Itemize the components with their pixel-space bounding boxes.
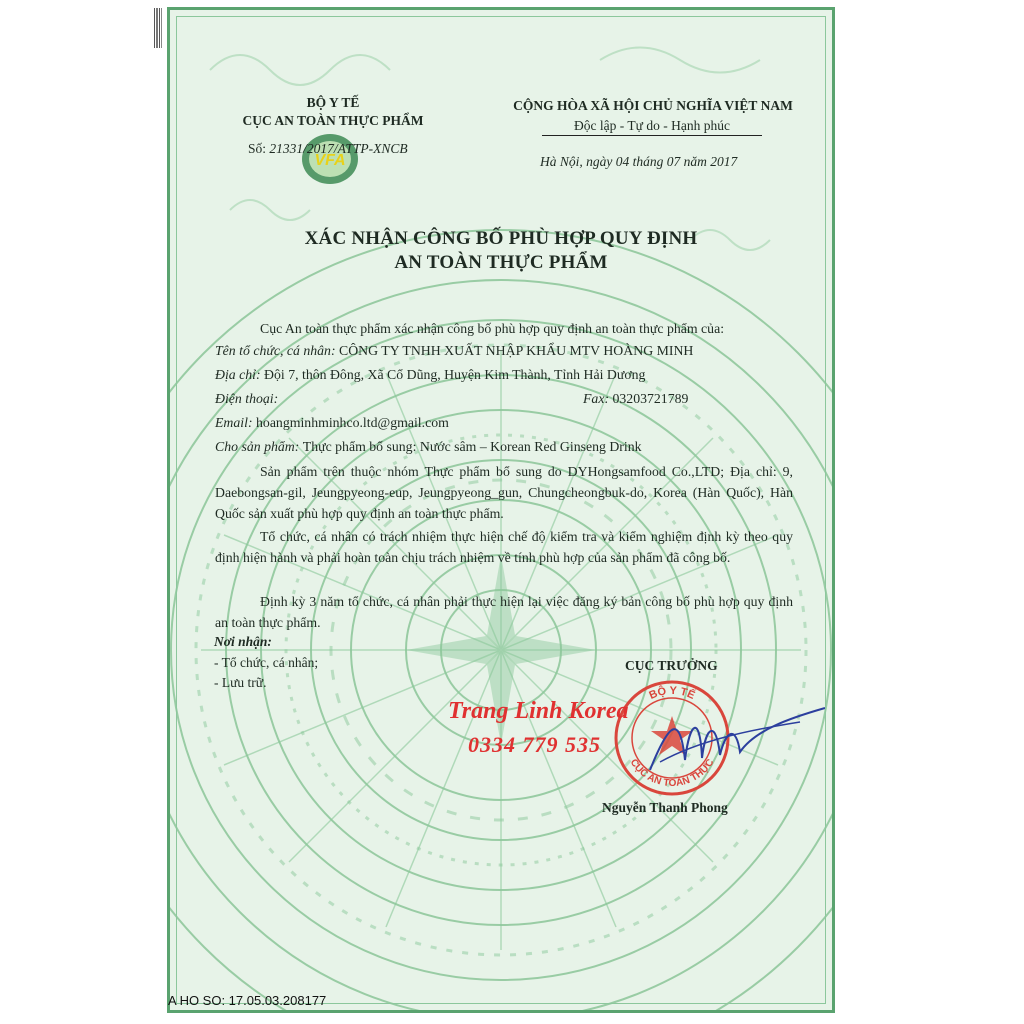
watermark-shop-name: Trang Linh Korea (448, 698, 629, 724)
national-motto: Độc lập - Tự do - Hạnh phúc (542, 118, 762, 136)
org-field: Tên tổ chức, cá nhân: CÔNG TY TNHH XUẤT NHẬP KHẨU MTV HOÀNG MINH (215, 343, 694, 358)
product-value: Thực phẩm bổ sung: Nước sâm – Korean Red Ginseng Drink (302, 439, 642, 454)
org-value: CÔNG TY TNHH XUẤT NHẬP KHẨU MTV HOÀNG MINH (339, 343, 694, 358)
address-value: Đội 7, thôn Đông, Xã Cổ Dũng, Huyện Kim Thành, Tỉnh Hải Dương (264, 367, 646, 382)
document-number-value: 21331/2017/ATTP-XNCB (269, 141, 408, 156)
nation-title: CỘNG HÒA XÃ HỘI CHỦ NGHĨA VIỆT NAM (513, 98, 793, 113)
recipient-item: - Tổ chức, cá nhân; (214, 655, 319, 670)
certificate-document (167, 7, 835, 1013)
email-label: Email (215, 415, 248, 430)
recipients-title: Nơi nhận: (214, 634, 272, 649)
document-number (248, 141, 408, 157)
paragraph-renewal: Định kỳ 3 năm tổ chức, cá nhân phải thực hiện lại việc đăng ký bản công bố phù hợp quy định an toàn thực phẩm. (215, 594, 793, 630)
fax-label: Fax (583, 391, 605, 406)
issuer-header (208, 94, 458, 130)
org-label: Tên tổ chức, cá nhân (215, 343, 331, 358)
document-title-line2: AN TOÀN THỰC PHẨM (394, 252, 608, 273)
issue-date: Hà Nội, ngày 04 tháng 07 năm 2017 (540, 154, 738, 169)
signer-name: Nguyễn Thanh Phong (602, 800, 728, 815)
email-value: hoangminhminhco.ltd@gmail.com (256, 415, 449, 430)
ministry-name: BỘ Y TẾ (306, 95, 360, 110)
fax-value: 03203721789 (612, 391, 689, 406)
document-title-line1: XÁC NHẬN CÔNG BỐ PHÙ HỢP QUY ĐỊNH (304, 228, 698, 249)
agency-name: CỤC AN TOÀN THỰC PHẨM (242, 113, 424, 128)
address-label: Địa chỉ (215, 367, 256, 382)
fax-field: Fax: 03203721789 (583, 391, 689, 406)
seal-bottom-text: CỤC AN TOÀN THỰC (627, 757, 717, 790)
seal-top-text: BỘ Y TẾ (647, 684, 697, 702)
handwritten-signature (640, 700, 830, 790)
paragraph-manufacturer: Sản phẩm trên thuộc nhóm Thực phẩm bổ sung do DYHongsamfood Co.,LTD; Địa chỉ: 9, Daebongsan-gil, Jeungpyeong-eup, Jeungpyeong_gun, Chungcheongbuk-do, Korea (Hàn Quốc), Hàn Quốc sản xuất phù hợp quy định an toàn thực phẩm. (215, 464, 793, 521)
left-edge-barcode-strip (153, 8, 163, 48)
document-number-label: Số: (248, 141, 267, 156)
phone-label: Điện thoại (215, 391, 274, 406)
watermark-phone: 0334 779 535 (468, 732, 601, 757)
paragraph-responsibility: Tổ chức, cá nhân có trách nhiệm thực hiện chế độ kiểm tra và kiểm nghiệm định kỳ theo quy định hiện hành và phải hoàn toàn chịu trách nhiệm về tính phù hợp của sản phẩm đã công bố. (215, 529, 793, 565)
record-number-footer: A HO SO: 17.05.03.208177 (168, 993, 327, 1008)
recipient-item: - Lưu trữ. (214, 675, 267, 690)
product-field: Cho sản phẩm: Thực phẩm bổ sung: Nước sâm – Korean Red Ginseng Drink (215, 439, 642, 454)
product-label: Cho sản phẩm (215, 439, 295, 454)
address-field: Địa chỉ: Đội 7, thôn Đông, Xã Cổ Dũng, Huyện Kim Thành, Tỉnh Hải Dương (215, 367, 646, 382)
vfa-logo-text: VFA (314, 152, 346, 169)
email-field: Email: hoangminhminhco.ltd@gmail.com (215, 415, 449, 430)
intro-text: Cục An toàn thực phẩm xác nhận công bố phù hợp quy định an toàn thực phẩm của: (260, 321, 725, 336)
signer-position: CỤC TRƯỞNG (625, 658, 718, 673)
phone-field: Điện thoại: (215, 391, 279, 406)
